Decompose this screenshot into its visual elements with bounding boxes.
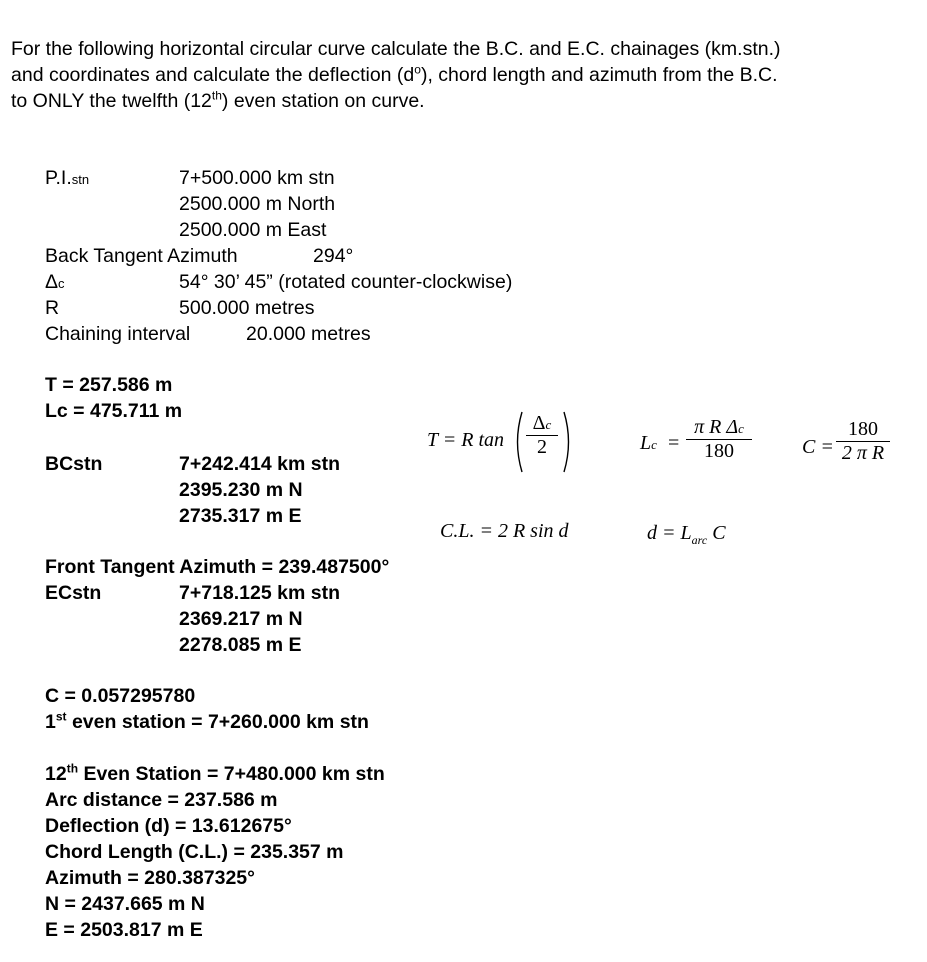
formula-tangent-lhs: T = R tan: [427, 429, 505, 451]
pi-label: P.I.stn: [45, 167, 90, 189]
intro-text-3: ) even station on curve.: [221, 90, 425, 112]
intro-text-1: For the following horizontal circular curve calculate the B.C. and E.C. chainages (km.stn.) and coordinates and calculate the deflection (d: [11, 38, 781, 86]
deflection: Deflection (d) = 13.612675°: [45, 815, 292, 837]
formula-c-fraction: $\frac{180}{\text{2 π R}}$: [836, 418, 890, 465]
east-coordinate: E = 2503.817 m E: [45, 919, 203, 941]
formula-chord-length: C.L. = 2 R sin d: [440, 520, 569, 542]
first-even-station: 1st even station = 7+260.000 km stn: [45, 709, 369, 733]
azimuth: Azimuth = 280.387325°: [45, 867, 255, 889]
formula-deflection: $d = L_{arc}$ C: [647, 522, 726, 547]
pi-north: 2500.000 m North: [179, 193, 336, 215]
delta-value: 54° 30’ 45” (rotated counter-clockwise): [179, 271, 513, 293]
ec-label: ECstn: [45, 582, 102, 604]
intro-th-sup: th: [211, 88, 222, 103]
chaining-interval-label: Chaining interval: [45, 323, 191, 345]
intro-text-2: ), chord length and azimuth from the B.C. to ONLY the twelfth (12: [11, 64, 778, 112]
ec-station: 7+718.125 km stn: [179, 582, 340, 604]
formula-tangent-fraction: $\frac{\Delta c}{2}$: [526, 412, 558, 459]
radius-label: R: [45, 297, 60, 319]
pi-east: 2500.000 m East: [179, 219, 327, 241]
chord-length: Chord Length (C.L.) = 235.357 m: [45, 841, 344, 863]
delta-label: Δc: [45, 271, 65, 293]
formula-c-lhs: C =: [802, 436, 834, 458]
bc-north: 2395.230 m N: [179, 479, 303, 501]
bc-east: 2735.317 m E: [179, 505, 302, 527]
bc-station: 7+242.414 km stn: [179, 453, 340, 475]
formula-lc-eq: =: [668, 432, 680, 454]
front-tangent-azimuth: Front Tangent Azimuth = 239.487500°: [45, 556, 390, 578]
formula-lc-lhs: Lc: [640, 432, 657, 454]
ec-north: 2369.217 m N: [179, 608, 303, 630]
c-constant: C = 0.057295780: [45, 685, 196, 707]
intro-paragraph: [11, 36, 791, 114]
back-tangent-label: Back Tangent Azimuth: [45, 245, 238, 267]
pi-station: 7+500.000 km stn: [179, 167, 335, 189]
radius-value: 500.000 metres: [179, 297, 315, 319]
bc-label: BCstn: [45, 453, 103, 475]
intro-degree-sup: o: [414, 62, 421, 77]
ec-east: 2278.085 m E: [179, 634, 302, 656]
chaining-interval-value: 20.000 metres: [246, 323, 371, 345]
curve-length: Lc = 475.711 m: [45, 400, 183, 422]
formula-lc-fraction: $\frac{\text{π R Δc}}{180}$: [686, 416, 752, 463]
tangent-length: T = 257.586 m: [45, 374, 173, 396]
twelfth-even-station: 12th Even Station = 7+480.000 km stn: [45, 761, 385, 785]
arc-distance: Arc distance = 237.586 m: [45, 789, 278, 811]
north-coordinate: N = 2437.665 m N: [45, 893, 205, 915]
back-tangent-value: 294°: [313, 245, 354, 267]
